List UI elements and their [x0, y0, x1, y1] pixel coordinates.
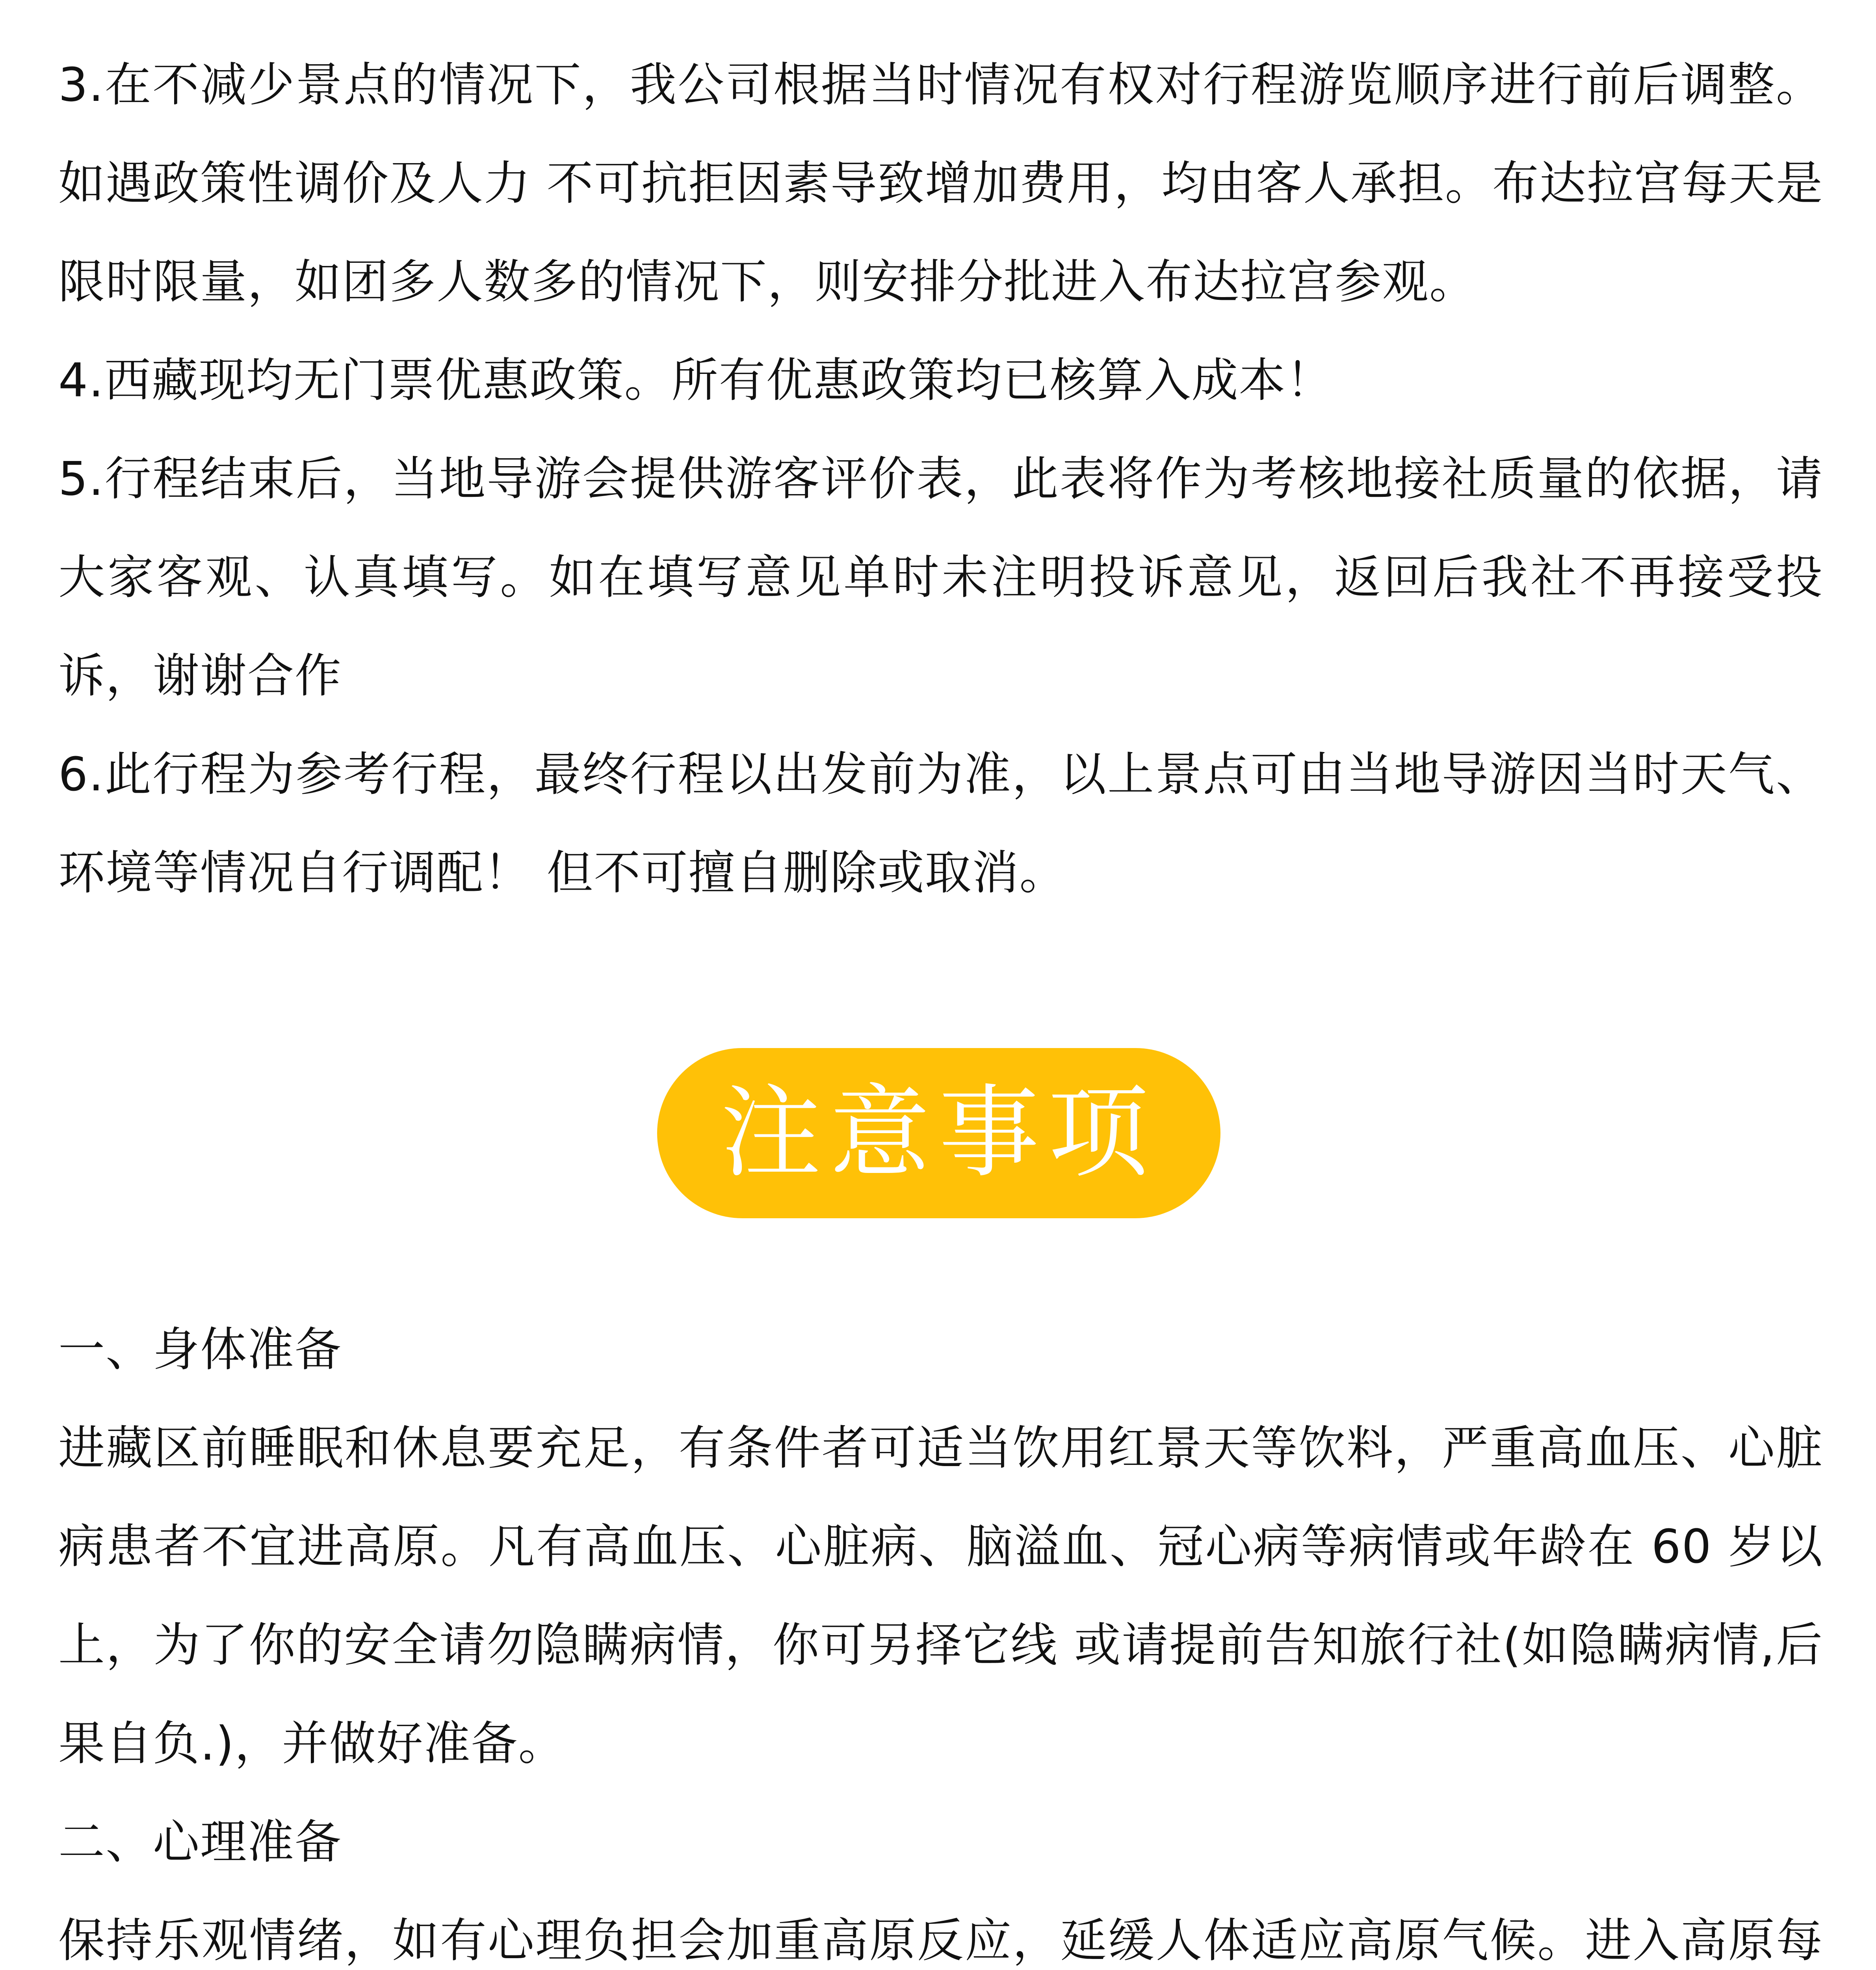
mental-preparation-body: 保持乐观情绪，如有心理负担会加重高原反应，延缓人体适应高原气候。进入高原每: [58, 1913, 1823, 1968]
itinerary-notes-section: [58, 35, 1823, 922]
heading-mental-preparation: 二、心理准备: [58, 1815, 342, 1869]
note-6-reference-itinerary: 6.此行程为参考行程，最终行程以出发前为准，以上景点可由当地导游因当时天气、环境等情况自行调配！ 但不可擅自删除或取消。: [58, 747, 1823, 900]
physical-preparation-body: 进藏区前睡眠和休息要充足，有条件者可适当饮用红景天等饮料，严重高血压、心脏病患者不宜进高原。凡有高血压、心脏病、脑溢血、冠心病等病情或年龄在 60 岁以上，为了你的安全请勿隐瞒病情，你可另择它线 或请提前告知旅行社(如隐瞒病情,后果自负.)，并做好准备。: [58, 1421, 1823, 1771]
section-banner: [657, 1048, 1220, 1218]
heading-physical-preparation: 一、身体准备: [58, 1322, 342, 1377]
note-3-sightseeing-order: 3.在不减少景点的情况下，我公司根据当时情况有权对行程游览顺序进行前后调整。如遇政策性调价及人力 不可抗拒因素导致增加费用，均由客人承担。布达拉宫每天是限时限量，如团多人数多的情况下，则安排分批进入布达拉宫参观。: [58, 58, 1823, 309]
precautions-section: [58, 1300, 1823, 1970]
note-4-ticket-discount: 4.西藏现均无门票优惠政策。所有优惠政策均已核算入成本！: [58, 353, 1334, 407]
section-banner-title: 注意事项: [720, 1074, 1157, 1191]
note-5-evaluation-form: 5.行程结束后，当地导游会提供游客评价表，此表将作为考核地接社质量的依据，请大家客观、认真填写。如在填写意见单时未注明投诉意见，返回后我社不再接受投诉，谢谢合作: [58, 452, 1823, 703]
